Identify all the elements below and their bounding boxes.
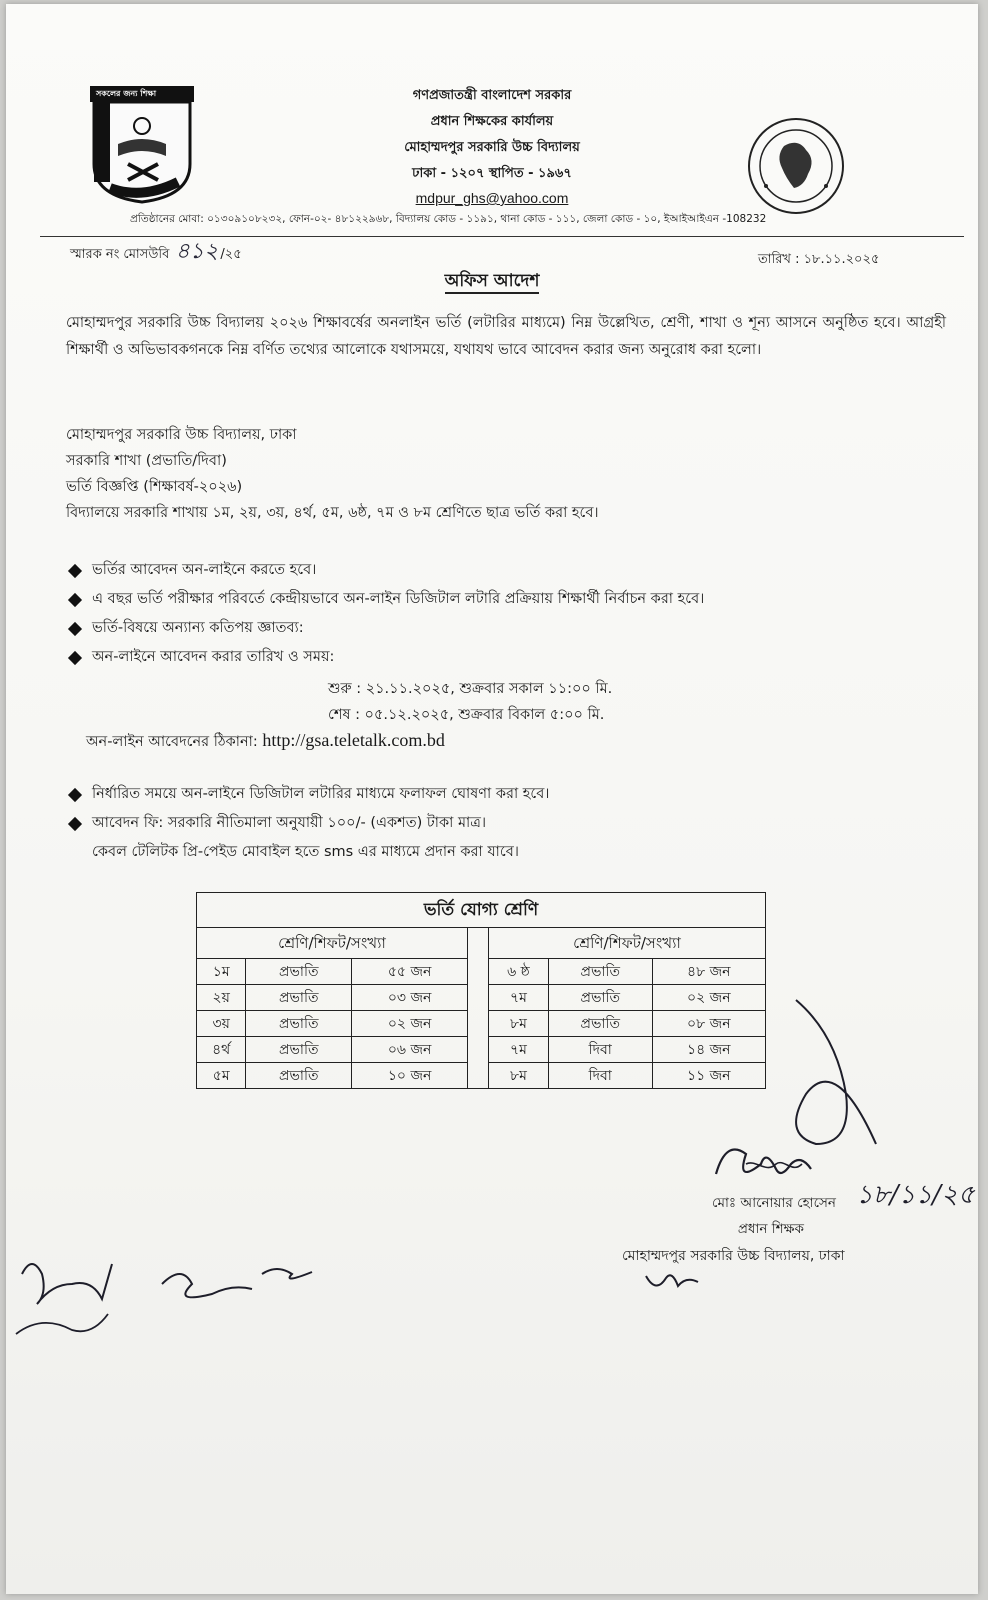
info-line: মোহাম্মদপুর সরকারি উচ্চ বিদ্যালয়, ঢাকা: [66, 427, 297, 443]
order-date: তারিখ : ১৮.১১.২০২৫: [758, 252, 880, 267]
witness-signatures: [12, 1244, 332, 1344]
table-cell: প্রভাতি: [548, 959, 652, 985]
document-page: [6, 4, 978, 1594]
table-cell: ৩য়: [197, 1011, 246, 1037]
fee-note: কেবল টেলিটক প্রি-পেইড মোবাইল হতে sms এর মাধ্যমে প্রদান করা যাবে।: [92, 844, 519, 860]
schedule-start: শুরু : ২১.১১.২০২৫, শুক্রবার সকাল ১১:০০ মি.: [328, 681, 613, 697]
table-row: [197, 1037, 467, 1063]
bullet-list: [66, 556, 704, 672]
table-row: [489, 1011, 765, 1037]
info-lines: [66, 422, 599, 526]
table-right-grid: [489, 959, 765, 1088]
table-cell: প্রভাতি: [246, 1011, 352, 1037]
list-item: ভর্তির আবেদন অন-লাইনে করতে হবে।: [66, 556, 704, 585]
table-cell: ১ম: [197, 959, 246, 985]
table-row: [489, 1063, 765, 1089]
memo-suffix: /২৫: [220, 247, 242, 262]
table-cell: ৫ম: [197, 1063, 246, 1089]
table-row: [489, 959, 765, 985]
signatory-school: মোহাম্মদপুর সরকারি উচ্চ বিদ্যালয়, ঢাকা: [622, 1248, 845, 1264]
school-name: মোহাম্মদপুর সরকারি উচ্চ বিদ্যালয়: [404, 140, 580, 155]
diamond-bullet-icon: [68, 650, 82, 664]
info-line: সরকারি শাখা (প্রভাতি/দিবা): [66, 453, 227, 469]
table-cell: ৫৫ জন: [352, 959, 467, 985]
table-cell: ১৪ জন: [652, 1037, 765, 1063]
table-cell: ৭ম: [489, 1037, 548, 1063]
government-seal: [746, 116, 846, 216]
title-text: অফিস আদেশ: [445, 271, 540, 294]
table-row: [489, 1037, 765, 1063]
table-cell: ৮ম: [489, 1063, 548, 1089]
handwritten-date: ১৮/১১/২৫: [856, 1180, 975, 1210]
govt-name: গণপ্রজাতন্ত্রী বাংলাদেশ সরকার: [412, 88, 572, 103]
table-cell: ০৩ জন: [352, 985, 467, 1011]
table-cell: প্রভাতি: [246, 1063, 352, 1089]
table-row: [197, 985, 467, 1011]
diamond-bullet-icon: [68, 816, 82, 830]
bullet-list-2: [66, 780, 549, 867]
table-row: [489, 985, 765, 1011]
memo-reference: [70, 234, 242, 271]
table-cell: প্রভাতি: [246, 985, 352, 1011]
contact-info: প্রতিষ্ঠানের মোবা: ০১৩০৯১০৮২৩২, ফোন-০২- ৪৮১২২৯৬৮, বিদ্যালয় কোড - ১১৯১, থানা কোড - ১১১, জেলা কোড - ১০, ইআইআইএন -108232: [130, 213, 767, 225]
headmaster-signature: [706, 1134, 816, 1194]
table-cell: ৬ ষ্ঠ: [489, 959, 548, 985]
diamond-bullet-icon: [68, 592, 82, 606]
school-email[interactable]: mdpur_ghs@yahoo.com: [415, 190, 569, 206]
table-subheader: শ্রেণি/শিফট/সংখ্যা: [489, 928, 765, 959]
memo-prefix: স্মারক নং মোসউবি: [70, 247, 170, 262]
table-right-half: [489, 928, 765, 1088]
school-location: ঢাকা - ১২০৭ স্থাপিত - ১৯৬৭: [412, 166, 572, 181]
table-cell: ১০ জন: [352, 1063, 467, 1089]
table-row: [197, 1063, 467, 1089]
application-url-row: [86, 730, 445, 755]
table-title: ভর্তি যোগ্য শ্রেণি: [197, 893, 765, 928]
application-url[interactable]: http://gsa.teletalk.com.bd: [262, 730, 445, 750]
table-left-half: [197, 928, 468, 1088]
table-cell: প্রভাতি: [246, 959, 352, 985]
eligible-classes-table: [196, 892, 766, 1089]
table-cell: ১১ জন: [652, 1063, 765, 1089]
table-cell: ০৬ জন: [352, 1037, 467, 1063]
table-cell: প্রভাতি: [246, 1037, 352, 1063]
info-line: বিদ্যালয়ে সরকারি শাখায় ১ম, ২য়, ৩য়, ৪র্থ, ৫ম, ৬ষ্ঠ, ৭ম ও ৮ম শ্রেণিতে ছাত্র ভর্তি করা হবে।: [66, 505, 599, 521]
table-left-grid: [197, 959, 467, 1088]
signatory-role: প্রধান শিক্ষক: [737, 1221, 804, 1237]
table-cell: দিবা: [548, 1037, 652, 1063]
diamond-bullet-icon: [68, 563, 82, 577]
table-cell: ৪র্থ: [197, 1037, 246, 1063]
list-item: এ বছর ভর্তি পরীক্ষার পরিবর্তে কেন্দ্রীয়ভাবে অন-লাইন ডিজিটাল লটারি প্রক্রিয়ায় শিক্ষার্থী নির্বাচন করা হবে।: [66, 585, 704, 614]
office-name: প্রধান শিক্ষকের কার্যালয়: [430, 114, 554, 129]
schedule-end: শেষ : ০৫.১২.২০২৫, শুক্রবার বিকাল ৫:০০ মি.: [328, 707, 605, 723]
table-cell: ০৮ জন: [652, 1011, 765, 1037]
list-item: অন-লাইনে আবেদন করার তারিখ ও সময়:: [66, 643, 704, 672]
initial-signature: [642, 1266, 702, 1296]
url-label: অন-লাইন আবেদনের ঠিকানা:: [86, 734, 258, 750]
info-line: ভর্তি বিজ্ঞপ্তি (শিক্ষাবর্ষ-২০২৬): [66, 479, 243, 495]
table-cell: ২য়: [197, 985, 246, 1011]
diamond-bullet-icon: [68, 621, 82, 635]
list-item: নির্ধারিত সময়ে অন-লাইনে ডিজিটাল লটারির মাধ্যমে ফলাফল ঘোষণা করা হবে।: [66, 780, 549, 809]
signatory-block: [620, 1190, 900, 1242]
table-cell: ৪৮ জন: [652, 959, 765, 985]
table-subheader: শ্রেণি/শিফট/সংখ্যা: [197, 928, 467, 959]
table-gap: [468, 928, 489, 1088]
table-row: [197, 1011, 467, 1037]
table-cell: ৭ম: [489, 985, 548, 1011]
memo-number: ৪১২: [175, 239, 219, 264]
table-row: [197, 959, 467, 985]
diamond-bullet-icon: [68, 787, 82, 801]
page-title: [6, 268, 978, 296]
table-cell: ৮ম: [489, 1011, 548, 1037]
list-item: ভর্তি-বিষয়ে অন্যান্য কতিপয় জ্ঞাতব্য:: [66, 614, 704, 643]
table-cell: প্রভাতি: [548, 1011, 652, 1037]
pen-stroke-mark: [776, 994, 886, 1154]
table-cell: প্রভাতি: [548, 985, 652, 1011]
intro-paragraph: মোহাম্মদপুর সরকারি উচ্চ বিদ্যালয় ২০২৬ শিক্ষাবর্ষের অনলাইন ভর্তি (লটারির মাধ্যমে) নিম্ন উল্লেখিত, শ্রেণী, শাখা ও শূন্য আসনে অনুষ্ঠিত হবে। আগ্রহী শিক্ষার্থী ও অভিভাবকগনকে নিম্ন বর্ণিত তথ্যের আলোকে যথাসময়ে, যথাযথ ভাবে আবেদন করার জন্য অনুরোধ করা হলো।: [66, 315, 946, 358]
table-cell: ০২ জন: [352, 1011, 467, 1037]
table-cell: ০২ জন: [652, 985, 765, 1011]
list-item: আবেদন ফি: সরকারি নীতিমালা অনুযায়ী ১০০/- (একশত) টাকা মাত্র।: [66, 809, 549, 838]
signatory-name: মোঃ আনোয়ার হোসেন: [712, 1195, 836, 1211]
logo-motto: সকলের জন্য শিক্ষা: [96, 89, 157, 98]
table-cell: দিবা: [548, 1063, 652, 1089]
